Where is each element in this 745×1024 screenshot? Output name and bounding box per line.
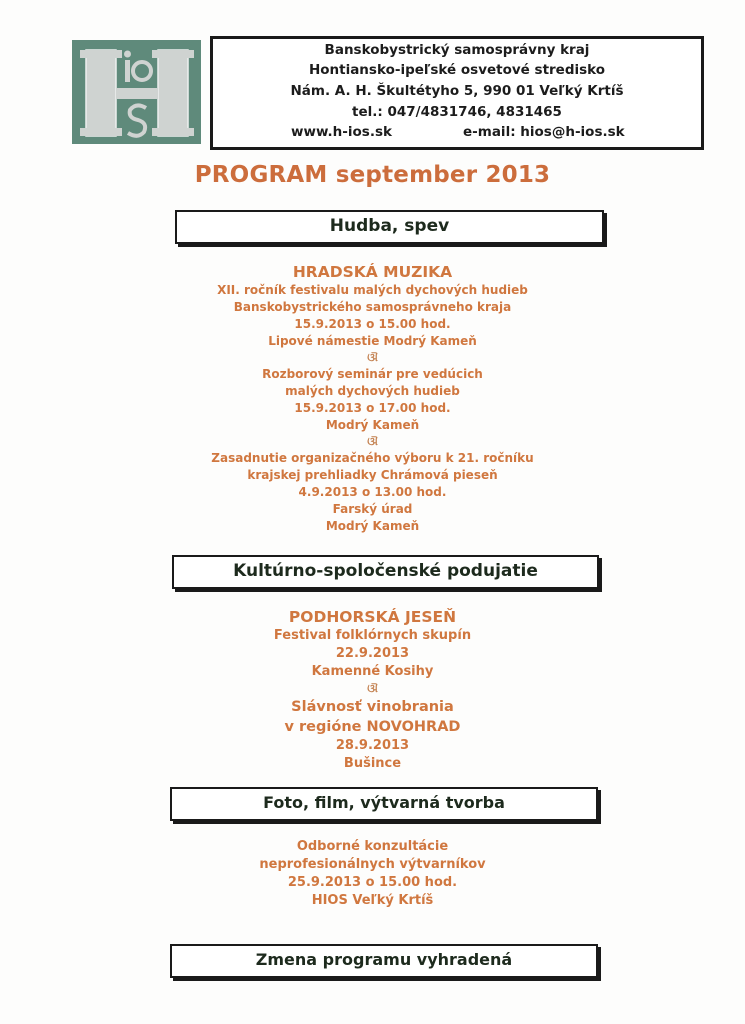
separator-ornament: ଔ: [367, 435, 378, 448]
header-phone: tel.: 047/4831746, 4831465: [352, 104, 562, 120]
event-title: HRADSKÁ MUZIKA: [292, 263, 453, 281]
event-line: XII. ročník festivalu malých dychových hudieb: [217, 283, 528, 297]
header-email-link[interactable]: e-mail: hios@h-ios.sk: [463, 124, 625, 140]
music-events: [0, 262, 745, 535]
program-title: PROGRAM september 2013: [194, 162, 551, 188]
program-change-notice: [170, 944, 598, 978]
event-line: 15.9.2013 o 15.00 hod.: [294, 317, 451, 331]
section-heading-music: [175, 210, 604, 244]
section-heading-culture-label: Kultúrno-spoločenské podujatie: [233, 561, 538, 581]
event-line: Festival folklórnych skupín: [273, 628, 472, 643]
event-line: Bušince: [343, 756, 402, 771]
culture-events: [0, 607, 745, 773]
art-events: [0, 838, 745, 910]
separator-ornament: ଔ: [367, 351, 378, 364]
header-organization: Hontiansko-ipeľské osvetové stredisko: [308, 62, 606, 78]
header-region: Banskobystrický samosprávny kraj: [324, 42, 590, 58]
program-change-notice-label: Zmena programu vyhradená: [255, 950, 513, 969]
separator-ornament: ଔ: [367, 682, 378, 695]
event-title: Slávnosť vinobrania: [291, 699, 454, 715]
event-line: 4.9.2013 o 13.00 hod.: [298, 485, 447, 499]
event-line: Banskobystrického samosprávneho kraja: [233, 300, 512, 314]
event-title: PODHORSKÁ JESEŇ: [288, 608, 457, 626]
header-contact-box: [210, 36, 704, 150]
event-line: krajskej prehliadky Chrámová pieseň: [247, 468, 498, 482]
event-line: 25.9.2013 o 15.00 hod.: [287, 875, 458, 890]
event-line: malých dychových hudieb: [285, 384, 460, 398]
event-line: Farský úrad: [332, 502, 413, 516]
event-line: HIOS Veľký Krtíš: [311, 893, 434, 908]
section-heading-art-label: Foto, film, výtvarná tvorba: [263, 793, 505, 812]
header-address: Nám. A. H. Škultétyho 5, 990 01 Veľký Krtíš: [290, 83, 624, 99]
event-line: 28.9.2013: [335, 738, 410, 753]
hios-logo: [72, 40, 201, 144]
event-line: Modrý Kameň: [325, 418, 420, 432]
event-line: Zasadnutie organizačného výboru k 21. ročníku: [211, 451, 534, 465]
event-line: neprofesionálnych výtvarníkov: [259, 857, 486, 872]
event-line: Modrý Kameň: [325, 519, 420, 533]
event-line: Kamenné Kosihy: [311, 664, 434, 679]
event-line: Rozborový seminár pre vedúcich: [262, 367, 483, 381]
section-heading-culture: [172, 555, 599, 589]
section-heading-music-label: Hudba, spev: [329, 216, 450, 236]
hios-logo-graphic: [72, 40, 201, 144]
event-line: 22.9.2013: [335, 646, 410, 661]
event-title: v regióne NOVOHRAD: [284, 719, 461, 735]
header-website-link[interactable]: www.h-ios.sk: [291, 124, 392, 140]
section-heading-art: [170, 787, 598, 821]
event-line: 15.9.2013 o 17.00 hod.: [294, 401, 451, 415]
event-line: Lipové námestie Modrý Kameň: [268, 334, 477, 348]
event-line: Odborné konzultácie: [296, 839, 449, 854]
